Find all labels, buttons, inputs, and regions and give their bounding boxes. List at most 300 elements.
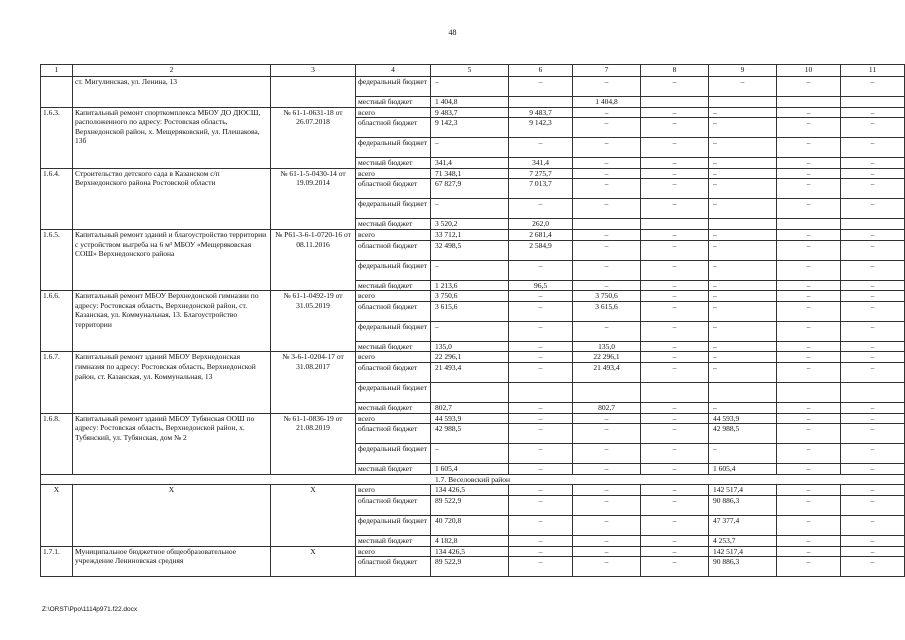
budget-type: областной бюджет xyxy=(356,424,431,444)
budget-type: всего xyxy=(356,485,431,496)
column-header: 4 xyxy=(356,65,431,77)
x-mark: X xyxy=(41,485,73,546)
object-name: Капитальный ремонт МБОУ Верхнедонской гимназии по адресу: Ростовская область, Верхнедонской район, ст. Казанская, ул. Коммунальная, 13. Благоустройство территории xyxy=(73,291,271,352)
budget-type: федеральный бюджет xyxy=(356,515,431,535)
value-cell: – xyxy=(641,341,709,352)
value-cell: – xyxy=(641,179,709,199)
value-cell: – xyxy=(777,179,841,199)
table-row xyxy=(41,77,905,97)
value-cell: – xyxy=(573,138,641,158)
value-cell: – xyxy=(777,495,841,515)
value-cell: – xyxy=(573,168,641,179)
value-cell: 42 988,5 xyxy=(709,424,777,444)
value-cell: – xyxy=(573,107,641,118)
value-cell: – xyxy=(709,291,777,302)
value-cell: – xyxy=(573,464,641,475)
value-cell: – xyxy=(573,280,641,291)
value-cell: – xyxy=(573,118,641,138)
item-number: 1.6.7. xyxy=(41,352,73,413)
value-cell: – xyxy=(841,280,905,291)
value-cell xyxy=(509,97,573,108)
value-cell: – xyxy=(709,77,777,97)
value-cell: – xyxy=(641,291,709,302)
value-cell: – xyxy=(841,179,905,199)
budget-type: федеральный бюджет xyxy=(356,321,431,341)
value-cell: – xyxy=(841,260,905,280)
value-cell: – xyxy=(841,138,905,158)
value-cell: – xyxy=(509,464,573,475)
value-cell: – xyxy=(573,546,641,557)
value-cell: – xyxy=(509,495,573,515)
value-cell: – xyxy=(777,464,841,475)
value-cell: – xyxy=(573,413,641,424)
value-cell: 3 615,6 xyxy=(573,301,641,321)
value-cell: 90 886,3 xyxy=(709,557,777,577)
value-cell: – xyxy=(509,352,573,363)
value-cell: 802,7 xyxy=(573,402,641,413)
value-cell: – xyxy=(509,362,573,382)
value-cell: – xyxy=(777,546,841,557)
budget-type: федеральный бюджет xyxy=(356,138,431,158)
value-cell: – xyxy=(709,229,777,240)
budget-type: федеральный бюджет xyxy=(356,382,431,402)
value-cell: – xyxy=(573,485,641,496)
budget-type: местный бюджет xyxy=(356,158,431,169)
x-mark: X xyxy=(271,485,356,546)
value-cell: – xyxy=(709,362,777,382)
value-cell: 135,0 xyxy=(573,341,641,352)
budget-type: всего xyxy=(356,168,431,179)
value-cell: – xyxy=(841,229,905,240)
value-cell: 3 750,6 xyxy=(431,291,509,302)
value-cell: 21 493,4 xyxy=(573,362,641,382)
value-cell: – xyxy=(641,362,709,382)
budget-type: областной бюджет xyxy=(356,495,431,515)
value-cell: 44 593,9 xyxy=(431,413,509,424)
value-cell: 7 275,7 xyxy=(509,168,573,179)
value-cell: – xyxy=(509,515,573,535)
value-cell: 262,0 xyxy=(509,219,573,230)
item-number: 1.6.6. xyxy=(41,291,73,352)
value-cell: – xyxy=(509,199,573,219)
value-cell: – xyxy=(777,168,841,179)
value-cell: – xyxy=(573,424,641,444)
value-cell: – xyxy=(573,444,641,464)
value-cell: – xyxy=(841,321,905,341)
value-cell: – xyxy=(573,495,641,515)
table-row xyxy=(41,546,905,557)
value-cell: 1 404,8 xyxy=(431,97,509,108)
value-cell: – xyxy=(641,464,709,475)
x-mark: X xyxy=(73,485,271,546)
budget-type: федеральный бюджет xyxy=(356,260,431,280)
value-cell: – xyxy=(573,179,641,199)
value-cell: – xyxy=(709,118,777,138)
value-cell: – xyxy=(841,557,905,577)
budget-type: местный бюджет xyxy=(356,402,431,413)
object-name: Капитальный ремонт зданий МБОУ Верхнедонская гимназия по адресу: Ростовская область, Верхнедонской район, ст. Казанская, ул. Коммунальная, 13 xyxy=(73,352,271,413)
budget-type: всего xyxy=(356,107,431,118)
value-cell: – xyxy=(777,301,841,321)
value-cell: – xyxy=(777,341,841,352)
approval-document: № Р61-3-6-1-0720-16 от 08.11.2016 xyxy=(271,229,356,290)
value-cell: – xyxy=(709,138,777,158)
value-cell: – xyxy=(709,280,777,291)
value-cell: – xyxy=(431,77,509,97)
value-cell: – xyxy=(641,535,709,546)
budget-type: областной бюджет xyxy=(356,240,431,260)
budget-type: федеральный бюджет xyxy=(356,199,431,219)
value-cell: 3 615,6 xyxy=(431,301,509,321)
budget-type: всего xyxy=(356,413,431,424)
value-cell: – xyxy=(431,138,509,158)
table-row xyxy=(41,352,905,363)
table-row xyxy=(41,291,905,302)
value-cell: – xyxy=(777,515,841,535)
object-address: ст. Мигулинская, ул. Ленина, 13 xyxy=(73,77,271,108)
value-cell: 9 142,3 xyxy=(509,118,573,138)
budget-type: всего xyxy=(356,229,431,240)
value-cell: 135,0 xyxy=(431,341,509,352)
value-cell: – xyxy=(841,291,905,302)
value-cell: – xyxy=(709,199,777,219)
object-name: Строительство детского сада в Казанском с/п Верхнедонского района Ростовской области xyxy=(73,168,271,229)
value-cell: – xyxy=(777,260,841,280)
value-cell: – xyxy=(777,557,841,577)
value-cell: – xyxy=(641,321,709,341)
object-name: Капитальный ремонт зданий МБОУ Тубянская ООШ по адресу: Ростовская область, Верхнедонской район, х. Тубянский, ул. Тубянская, дом № 2 xyxy=(73,413,271,474)
value-cell xyxy=(641,382,709,402)
value-cell: – xyxy=(573,199,641,219)
value-cell: – xyxy=(641,138,709,158)
column-header: 9 xyxy=(709,65,777,77)
value-cell: 33 712,1 xyxy=(431,229,509,240)
value-cell: – xyxy=(573,229,641,240)
value-cell: – xyxy=(841,118,905,138)
value-cell: 22 296,1 xyxy=(573,352,641,363)
item-number: 1.6.5. xyxy=(41,229,73,290)
value-cell: 4 253,7 xyxy=(709,535,777,546)
value-cell: – xyxy=(641,485,709,496)
value-cell: – xyxy=(641,199,709,219)
value-cell: 1 404,8 xyxy=(573,97,641,108)
budget-type: местный бюджет xyxy=(356,97,431,108)
budget-type: областной бюджет xyxy=(356,118,431,138)
value-cell: – xyxy=(641,557,709,577)
value-cell: 42 988,5 xyxy=(431,424,509,444)
value-cell: 44 593,9 xyxy=(709,413,777,424)
value-cell: – xyxy=(709,158,777,169)
column-header: 2 xyxy=(73,65,271,77)
value-cell: – xyxy=(509,291,573,302)
value-cell: 341,4 xyxy=(431,158,509,169)
value-cell: – xyxy=(641,515,709,535)
value-cell: – xyxy=(641,229,709,240)
value-cell: 71 348,1 xyxy=(431,168,509,179)
value-cell: 802,7 xyxy=(431,402,509,413)
header-row xyxy=(41,65,905,77)
value-cell: 134 426,5 xyxy=(431,485,509,496)
value-cell: – xyxy=(841,199,905,219)
approval-document: № 61-1-0836-19 от 21.08.2019 xyxy=(271,413,356,474)
value-cell: – xyxy=(641,118,709,138)
approval-document: № 61-1-0492-19 от 31.05.2019 xyxy=(271,291,356,352)
value-cell: – xyxy=(509,546,573,557)
value-cell: – xyxy=(841,424,905,444)
value-cell: – xyxy=(641,280,709,291)
value-cell: – xyxy=(641,77,709,97)
value-cell: – xyxy=(431,260,509,280)
value-cell: – xyxy=(841,535,905,546)
value-cell: – xyxy=(509,138,573,158)
value-cell: – xyxy=(777,402,841,413)
value-cell: – xyxy=(709,402,777,413)
budget-type: всего xyxy=(356,352,431,363)
value-cell: – xyxy=(841,240,905,260)
value-cell: – xyxy=(777,229,841,240)
value-cell xyxy=(777,382,841,402)
value-cell: – xyxy=(777,240,841,260)
value-cell: – xyxy=(509,260,573,280)
value-cell: 142 517,4 xyxy=(709,546,777,557)
budget-type: федеральный бюджет xyxy=(356,444,431,464)
value-cell: – xyxy=(709,321,777,341)
value-cell: 134 426,5 xyxy=(431,546,509,557)
value-cell: 47 377,4 xyxy=(709,515,777,535)
value-cell: – xyxy=(841,495,905,515)
value-cell: – xyxy=(777,138,841,158)
value-cell: – xyxy=(841,464,905,475)
value-cell: 2 681,4 xyxy=(509,229,573,240)
value-cell: – xyxy=(777,291,841,302)
value-cell: – xyxy=(709,179,777,199)
budget-type: областной бюджет xyxy=(356,179,431,199)
value-cell: – xyxy=(777,118,841,138)
value-cell: – xyxy=(573,240,641,260)
value-cell: 1 605,4 xyxy=(431,464,509,475)
value-cell xyxy=(709,382,777,402)
value-cell: – xyxy=(709,301,777,321)
value-cell: – xyxy=(709,168,777,179)
value-cell xyxy=(777,219,841,230)
value-cell xyxy=(709,97,777,108)
value-cell: 22 296,1 xyxy=(431,352,509,363)
value-cell: – xyxy=(573,557,641,577)
value-cell: – xyxy=(641,260,709,280)
value-cell xyxy=(641,219,709,230)
value-cell xyxy=(841,382,905,402)
value-cell: – xyxy=(841,158,905,169)
value-cell: – xyxy=(641,301,709,321)
value-cell: 7 013,7 xyxy=(509,179,573,199)
value-cell: – xyxy=(509,77,573,97)
value-cell xyxy=(431,382,509,402)
table-row xyxy=(41,107,905,118)
value-cell: – xyxy=(709,444,777,464)
value-cell: 2 584,9 xyxy=(509,240,573,260)
value-cell: 1 605,4 xyxy=(709,464,777,475)
column-header: 1 xyxy=(41,65,73,77)
value-cell: – xyxy=(509,424,573,444)
value-cell: – xyxy=(641,240,709,260)
budget-type: местный бюджет xyxy=(356,219,431,230)
value-cell: – xyxy=(641,495,709,515)
value-cell xyxy=(641,97,709,108)
value-cell: 1 213,6 xyxy=(431,280,509,291)
item-number: 1.6.3. xyxy=(41,107,73,168)
approval-document: № 61-1-5-0430-14 от 19.09.2014 xyxy=(271,168,356,229)
value-cell: – xyxy=(841,402,905,413)
page-number: 48 xyxy=(448,28,457,37)
item-number: 1.6.8. xyxy=(41,413,73,474)
value-cell: – xyxy=(573,515,641,535)
value-cell: – xyxy=(431,199,509,219)
value-cell: – xyxy=(509,413,573,424)
value-cell: – xyxy=(641,168,709,179)
value-cell: 142 517,4 xyxy=(709,485,777,496)
value-cell: – xyxy=(641,444,709,464)
budget-type: областной бюджет xyxy=(356,301,431,321)
value-cell: – xyxy=(709,107,777,118)
budget-type: федеральный бюджет xyxy=(356,77,431,97)
budget-type: местный бюджет xyxy=(356,280,431,291)
value-cell: – xyxy=(509,535,573,546)
value-cell: – xyxy=(641,546,709,557)
approval-document: № 61-1-0631-18 от 26.07.2018 xyxy=(271,107,356,168)
value-cell: – xyxy=(641,413,709,424)
value-cell: – xyxy=(509,301,573,321)
value-cell: 341,4 xyxy=(509,158,573,169)
value-cell: 96,5 xyxy=(509,280,573,291)
value-cell: – xyxy=(841,546,905,557)
column-header: 3 xyxy=(271,65,356,77)
value-cell: – xyxy=(709,260,777,280)
value-cell: 89 522,9 xyxy=(431,495,509,515)
value-cell: – xyxy=(431,444,509,464)
budget-type: местный бюджет xyxy=(356,535,431,546)
value-cell: – xyxy=(431,321,509,341)
value-cell: – xyxy=(709,341,777,352)
value-cell: – xyxy=(777,424,841,444)
budget-type: всего xyxy=(356,291,431,302)
budget-type: областной бюджет xyxy=(356,557,431,577)
value-cell: – xyxy=(841,485,905,496)
value-cell: – xyxy=(573,260,641,280)
table-row xyxy=(41,229,905,240)
value-cell: 9 483,7 xyxy=(509,107,573,118)
value-cell: – xyxy=(573,321,641,341)
value-cell: – xyxy=(573,535,641,546)
value-cell: 9 142,3 xyxy=(431,118,509,138)
value-cell: – xyxy=(509,444,573,464)
value-cell: – xyxy=(641,424,709,444)
value-cell: – xyxy=(641,107,709,118)
value-cell: – xyxy=(777,485,841,496)
value-cell: – xyxy=(841,341,905,352)
value-cell: – xyxy=(509,321,573,341)
value-cell xyxy=(709,219,777,230)
value-cell xyxy=(509,382,573,402)
value-cell: 89 522,9 xyxy=(431,557,509,577)
value-cell: – xyxy=(777,444,841,464)
value-cell: – xyxy=(841,77,905,97)
value-cell: – xyxy=(777,280,841,291)
column-header: 5 xyxy=(431,65,509,77)
value-cell: – xyxy=(777,352,841,363)
value-cell: – xyxy=(777,158,841,169)
value-cell: – xyxy=(709,352,777,363)
file-path-footer: Z:\ORST\Ppo\1114p971.f22.docx xyxy=(42,606,138,613)
value-cell: – xyxy=(509,402,573,413)
value-cell: – xyxy=(641,352,709,363)
value-cell: 90 886,3 xyxy=(709,495,777,515)
value-cell: – xyxy=(641,402,709,413)
value-cell: 32 498,5 xyxy=(431,240,509,260)
value-cell: – xyxy=(841,515,905,535)
column-header: 6 xyxy=(509,65,573,77)
column-header: 8 xyxy=(641,65,709,77)
value-cell: 3 750,6 xyxy=(573,291,641,302)
object-name: Капитальный ремонт спорткомплекса МБОУ ДО ДЮСШ, расположенного по адресу: Ростовская область, Верхнедонской район, х. Мещеряковский, ул. Плешакова, 13б xyxy=(73,107,271,168)
value-cell: – xyxy=(777,107,841,118)
value-cell: – xyxy=(641,158,709,169)
budget-type: местный бюджет xyxy=(356,341,431,352)
item-number: 1.6.4. xyxy=(41,168,73,229)
value-cell xyxy=(841,97,905,108)
section-row xyxy=(41,474,905,485)
value-cell: – xyxy=(573,77,641,97)
value-cell: – xyxy=(841,168,905,179)
value-cell: – xyxy=(777,321,841,341)
value-cell: – xyxy=(573,158,641,169)
section-title: 1.7. Веселовский район xyxy=(41,474,905,485)
value-cell: – xyxy=(777,535,841,546)
value-cell: – xyxy=(777,77,841,97)
value-cell: – xyxy=(509,341,573,352)
value-cell: 40 720,8 xyxy=(431,515,509,535)
value-cell xyxy=(573,219,641,230)
value-cell: – xyxy=(777,362,841,382)
object-name: Капитальный ремонт зданий и благоустройство территории с устройством выгреба на 6 м³ МБОУ «Мещеряковская СОШ» Верхнедонского района xyxy=(73,229,271,290)
value-cell xyxy=(573,382,641,402)
column-header: 7 xyxy=(573,65,641,77)
value-cell: 67 827,9 xyxy=(431,179,509,199)
value-cell: – xyxy=(841,413,905,424)
value-cell: 9 483,7 xyxy=(431,107,509,118)
value-cell: – xyxy=(509,485,573,496)
value-cell xyxy=(777,97,841,108)
value-cell: – xyxy=(709,240,777,260)
value-cell: – xyxy=(777,199,841,219)
value-cell: 3 520,2 xyxy=(431,219,509,230)
value-cell: – xyxy=(841,352,905,363)
value-cell: – xyxy=(841,362,905,382)
column-header: 10 xyxy=(777,65,841,77)
table-row xyxy=(41,485,905,496)
value-cell: 4 182,8 xyxy=(431,535,509,546)
table-row xyxy=(41,413,905,424)
value-cell: – xyxy=(777,413,841,424)
table-row xyxy=(41,168,905,179)
item-number: 1.7.1. xyxy=(41,546,73,577)
budget-type: всего xyxy=(356,546,431,557)
object-name: Муниципальное бюджетное общеобразовательное учреждение Лениновская средняя xyxy=(73,546,271,577)
budget-type: областной бюджет xyxy=(356,362,431,382)
approval-document: № 3-6-1-0204-17 от 31.08.2017 xyxy=(271,352,356,413)
value-cell: – xyxy=(841,107,905,118)
approval-document: X xyxy=(271,546,356,577)
value-cell: – xyxy=(841,444,905,464)
